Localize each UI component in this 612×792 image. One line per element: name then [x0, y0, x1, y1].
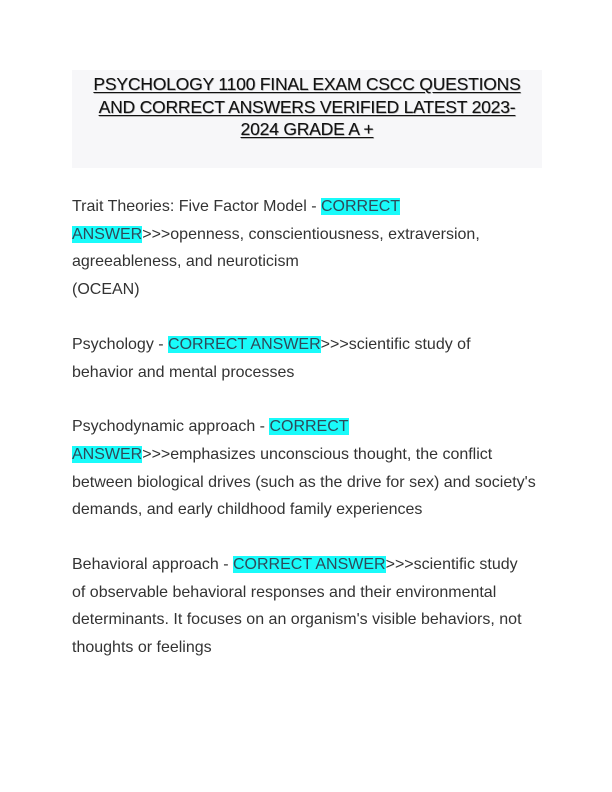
- correct-answer-highlight: CORRECT ANSWER: [168, 335, 321, 353]
- answer-text: (OCEAN): [72, 281, 140, 299]
- correct-answer-highlight: ANSWER: [72, 445, 143, 463]
- answer-text: between biological drives (such as the drive for sex) and society's: [72, 473, 536, 491]
- correct-answer-highlight: ANSWER: [72, 225, 143, 243]
- correct-answer-highlight: CORRECT ANSWER: [232, 556, 386, 574]
- entry-line: [72, 441, 544, 469]
- answer-text: >>>openness, conscientiousness, extraversion,: [142, 225, 480, 243]
- entry-line: [72, 413, 544, 441]
- entry-line: [72, 551, 544, 579]
- entry-line: [72, 221, 544, 249]
- document-title: [72, 70, 542, 141]
- entry-line: [72, 193, 544, 221]
- answer-text: demands, and early childhood family experiences: [72, 501, 423, 519]
- qa-entry-psychodynamic: [72, 413, 544, 524]
- answer-text: >>>scientific study: [385, 556, 518, 574]
- question-text: Behavioral approach -: [72, 556, 233, 574]
- qa-list: [72, 193, 544, 689]
- question-text: Trait Theories: Five Factor Model -: [72, 198, 321, 215]
- question-text: Psychodynamic approach -: [72, 418, 270, 436]
- answer-text: >>>emphasizes unconscious thought, the conflict: [142, 445, 493, 463]
- correct-answer-highlight: CORRECT: [269, 418, 349, 436]
- entry-line: [72, 331, 544, 359]
- title-line-2: AND CORRECT ANSWERS VERIFIED LATEST 2023-: [98, 96, 516, 117]
- answer-text: determinants. It focuses on an organism's visible behaviors, not: [72, 611, 522, 629]
- answer-text: thoughts or feelings: [72, 639, 212, 657]
- answer-text: behavior and mental processes: [72, 363, 295, 381]
- title-box: [72, 70, 542, 168]
- qa-entry-psychology: [72, 331, 544, 386]
- answer-text: of observable behavioral responses and their environmental: [72, 583, 497, 601]
- title-line-1: PSYCHOLOGY 1100 FINAL EXAM CSCC QUESTIONS: [93, 74, 521, 94]
- answer-text: >>>scientific study of: [320, 335, 471, 353]
- title-line-3: 2024 GRADE A +: [240, 119, 374, 139]
- correct-answer-highlight: CORRECT: [320, 198, 401, 215]
- answer-text: agreeableness, and neuroticism: [72, 253, 299, 271]
- qa-entry-trait-theories: [72, 193, 544, 304]
- qa-entry-behavioral: [72, 551, 544, 662]
- question-text: Psychology -: [72, 335, 169, 353]
